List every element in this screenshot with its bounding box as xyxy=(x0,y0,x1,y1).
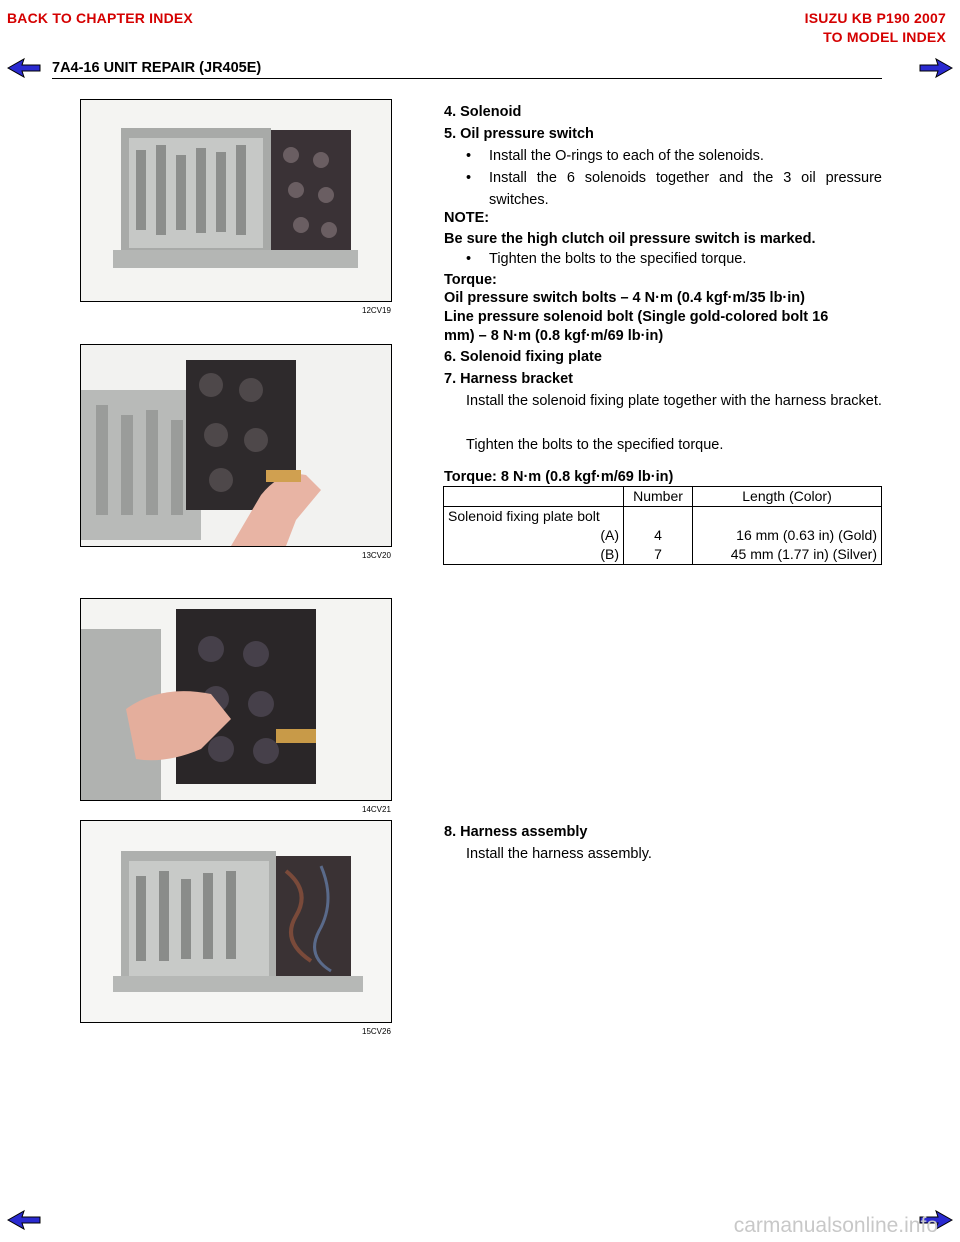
previous-page-arrow-icon[interactable] xyxy=(6,57,42,79)
figure-label-1: 12CV19 xyxy=(362,306,391,315)
row-length-a: 16 mm (0.63 in) (Gold) xyxy=(736,527,877,543)
row-number-b: 7 xyxy=(654,546,662,562)
bullet-text-3: Tighten the bolts to the specified torque. xyxy=(489,251,747,267)
next-page-arrow-icon[interactable] xyxy=(918,57,954,79)
item-5-oil-pressure-switch: 5. Oil pressure switch xyxy=(444,126,594,142)
bullet-text-2: Install the 6 solenoids together and the 3 oil pressure switches. xyxy=(489,170,882,208)
figure-label-3: 14CV21 xyxy=(362,805,391,814)
bullet-icon: • xyxy=(466,251,472,267)
bullet-item-3 xyxy=(466,248,882,270)
torque-line-2: Line pressure solenoid bolt (Single gold-colored bolt 16 xyxy=(444,309,829,325)
table-cell-lengths xyxy=(693,507,882,565)
page-title: 7A4-16 UNIT REPAIR (JR405E) xyxy=(52,60,262,76)
torque-line-3: mm) – 8 N·m (0.8 kgf·m/69 lb·in) xyxy=(444,328,664,344)
table-cell-numbers xyxy=(624,507,693,565)
bullet-text-1: Install the O-rings to each of the solenoids. xyxy=(489,148,764,164)
harness-assembly-instruction: Install the harness assembly. xyxy=(466,846,652,862)
row-id-b: (B) xyxy=(600,546,619,562)
torque-spec: Torque: 8 N·m (0.8 kgf·m/69 lb·in) xyxy=(444,469,674,485)
torque-heading: Torque: xyxy=(444,272,497,288)
figure-photo-4 xyxy=(80,820,392,1023)
note-heading: NOTE: xyxy=(444,210,490,226)
figure-photo-2 xyxy=(80,344,392,547)
to-model-index-link[interactable]: TO MODEL INDEX xyxy=(823,29,946,45)
harness-assembly-installed-photo-icon xyxy=(81,821,391,1022)
hand-installing-solenoid-photo-icon xyxy=(81,345,391,546)
bolt-spec-table xyxy=(443,486,882,565)
figure-photo-1 xyxy=(80,99,392,302)
table-header-row xyxy=(444,487,882,507)
tighten-instruction: Tighten the bolts to the specified torque. xyxy=(466,437,724,453)
table-header-number: Number xyxy=(624,487,693,507)
model-title-link[interactable]: ISUZU KB P190 2007 xyxy=(804,10,946,26)
hand-installing-fixing-plate-photo-icon xyxy=(81,599,391,800)
torque-line-1: Oil pressure switch bolts – 4 N·m (0.4 kgf·m/35 lb·in) xyxy=(444,290,805,306)
item-7-harness-bracket: 7. Harness bracket xyxy=(444,371,573,387)
table-header-length: Length (Color) xyxy=(693,487,882,507)
back-to-chapter-index-link[interactable]: BACK TO CHAPTER INDEX xyxy=(7,10,193,26)
table-cell-labels xyxy=(444,507,624,565)
previous-page-bottom-arrow-icon[interactable] xyxy=(6,1209,42,1231)
item-4-solenoid: 4. Solenoid xyxy=(444,104,522,120)
table-row xyxy=(444,507,882,565)
table-header-cell xyxy=(444,487,624,507)
item-6-solenoid-fixing-plate: 6. Solenoid fixing plate xyxy=(444,349,602,365)
figure-photo-3 xyxy=(80,598,392,801)
valve-body-solenoids-photo-icon xyxy=(81,100,391,301)
site-watermark: carmanualsonline.info xyxy=(733,1214,938,1237)
figure-label-4: 15CV26 xyxy=(362,1027,391,1036)
bullet-icon: • xyxy=(466,170,472,186)
harness-bracket-instruction: Install the solenoid fixing plate together with the harness bracket. xyxy=(466,393,882,409)
row-label: Solenoid fixing plate bolt xyxy=(448,508,600,524)
bullet-item-1 xyxy=(466,145,882,167)
note-text: Be sure the high clutch oil pressure switch is marked. xyxy=(444,231,816,247)
item-8-harness-assembly: 8. Harness assembly xyxy=(444,824,588,840)
row-number-a: 4 xyxy=(654,527,662,543)
bullet-icon: • xyxy=(466,148,472,164)
bullet-item-2 xyxy=(466,167,882,211)
figure-label-2: 13CV20 xyxy=(362,551,391,560)
row-id-a: (A) xyxy=(600,527,619,543)
row-length-b: 45 mm (1.77 in) (Silver) xyxy=(730,546,877,562)
header-rule xyxy=(52,78,882,79)
